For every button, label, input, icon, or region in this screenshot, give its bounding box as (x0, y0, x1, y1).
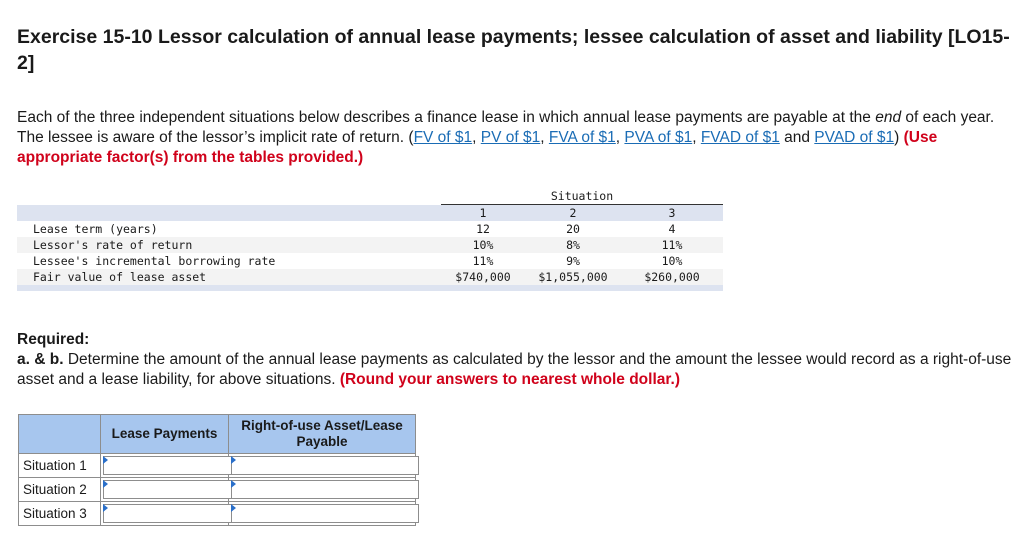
separator: , (472, 129, 481, 146)
table-cell: $260,000 (621, 269, 723, 285)
separator: ) (894, 129, 904, 146)
situation-number: 1 (441, 205, 525, 222)
table-cell: 4 (621, 221, 723, 237)
situation-heading-row (17, 188, 723, 205)
answer-table (18, 414, 416, 526)
situation-number-row (17, 205, 723, 222)
intro-text-1: Each of the three independent situations below describes a finance lease in which annual lease payments are payable at the (17, 109, 876, 126)
intro-emphasis: end (875, 109, 902, 126)
table-row (17, 253, 723, 269)
part-text: Determine the amount of the annual lease payments as calculated by the lessor and the amount the lessee would record as a right-of-use asset and a lease liability, for above situations. (17, 351, 1012, 388)
answer-flag-icon (231, 456, 236, 464)
row-label: Lessee's incremental borrowing rate (17, 253, 441, 269)
intro-instruction: (Use appropriate factor(s) from the tables provided.) (17, 129, 938, 166)
separator: , (615, 129, 625, 146)
answer-flag-icon (231, 480, 236, 488)
separator: and (779, 129, 815, 146)
situation-label: Situation 2 (19, 478, 101, 502)
situation-heading: Situation (441, 188, 723, 205)
separator: , (540, 129, 549, 146)
answer-flag-icon (103, 480, 108, 488)
intro-paragraph (17, 108, 1017, 168)
answer-flag-icon (103, 504, 108, 512)
table-cell: 9% (525, 253, 621, 269)
answer-flag-icon (231, 504, 236, 512)
asset-liability-input-3[interactable] (231, 504, 419, 523)
asset-liability-header: Right-of-use Asset/Lease Payable (229, 415, 416, 454)
table-row (17, 221, 723, 237)
asset-liability-input-2[interactable] (231, 480, 419, 499)
link-pvad-of-1[interactable]: PVAD of $1 (814, 129, 895, 146)
situation-number: 3 (621, 205, 723, 222)
asset-liability-input-1[interactable] (231, 456, 419, 475)
table-cell: 11% (441, 253, 525, 269)
lease-payment-input-2[interactable] (103, 480, 232, 499)
part-label: a. & b. (17, 351, 64, 368)
table-cell: $1,055,000 (525, 269, 621, 285)
link-fva-of-1[interactable]: FVA of $1 (548, 129, 616, 146)
table-row (17, 237, 723, 253)
intro-text-2: of each year. The lessee is aware of the lessor’s implicit rate of return. ( (17, 109, 995, 146)
lease-payment-input-3[interactable] (103, 504, 232, 523)
answer-row (19, 502, 416, 526)
corner-header (19, 415, 101, 454)
situation-label: Situation 1 (19, 454, 101, 478)
separator: , (692, 129, 701, 146)
link-pv-of-1[interactable]: PV of $1 (480, 129, 541, 146)
table-cell: 12 (441, 221, 525, 237)
table-cell: 8% (525, 237, 621, 253)
answer-row (19, 478, 416, 502)
link-fvad-of-1[interactable]: FVAD of $1 (700, 129, 780, 146)
lease-payment-input-1[interactable] (103, 456, 232, 475)
table-cell: 10% (441, 237, 525, 253)
answer-flag-icon (103, 456, 108, 464)
situation-number: 2 (525, 205, 621, 222)
situations-table (17, 188, 723, 291)
link-pva-of-1[interactable]: PVA of $1 (624, 129, 693, 146)
required-heading: Required: (17, 331, 90, 348)
table-cell: 20 (525, 221, 621, 237)
table-cell: 11% (621, 237, 723, 253)
round-instruction: (Round your answers to nearest whole dollar.) (339, 371, 681, 388)
row-label: Lease term (years) (17, 221, 441, 237)
table-cell: $740,000 (441, 269, 525, 285)
row-label: Fair value of lease asset (17, 269, 441, 285)
answer-row (19, 454, 416, 478)
table-row (17, 269, 723, 285)
link-fv-of-1[interactable]: FV of $1 (413, 129, 473, 146)
answer-header-row (19, 415, 416, 454)
row-label: Lessor's rate of return (17, 237, 441, 253)
required-section (17, 330, 1017, 390)
lease-payments-header: Lease Payments (101, 415, 229, 454)
table-footer-bar (17, 285, 723, 291)
situation-label: Situation 3 (19, 502, 101, 526)
table-cell: 10% (621, 253, 723, 269)
page-title: Exercise 15-10 Lessor calculation of annual lease payments; lessee calculation of asset and liability [LO15-2] (17, 26, 1010, 74)
